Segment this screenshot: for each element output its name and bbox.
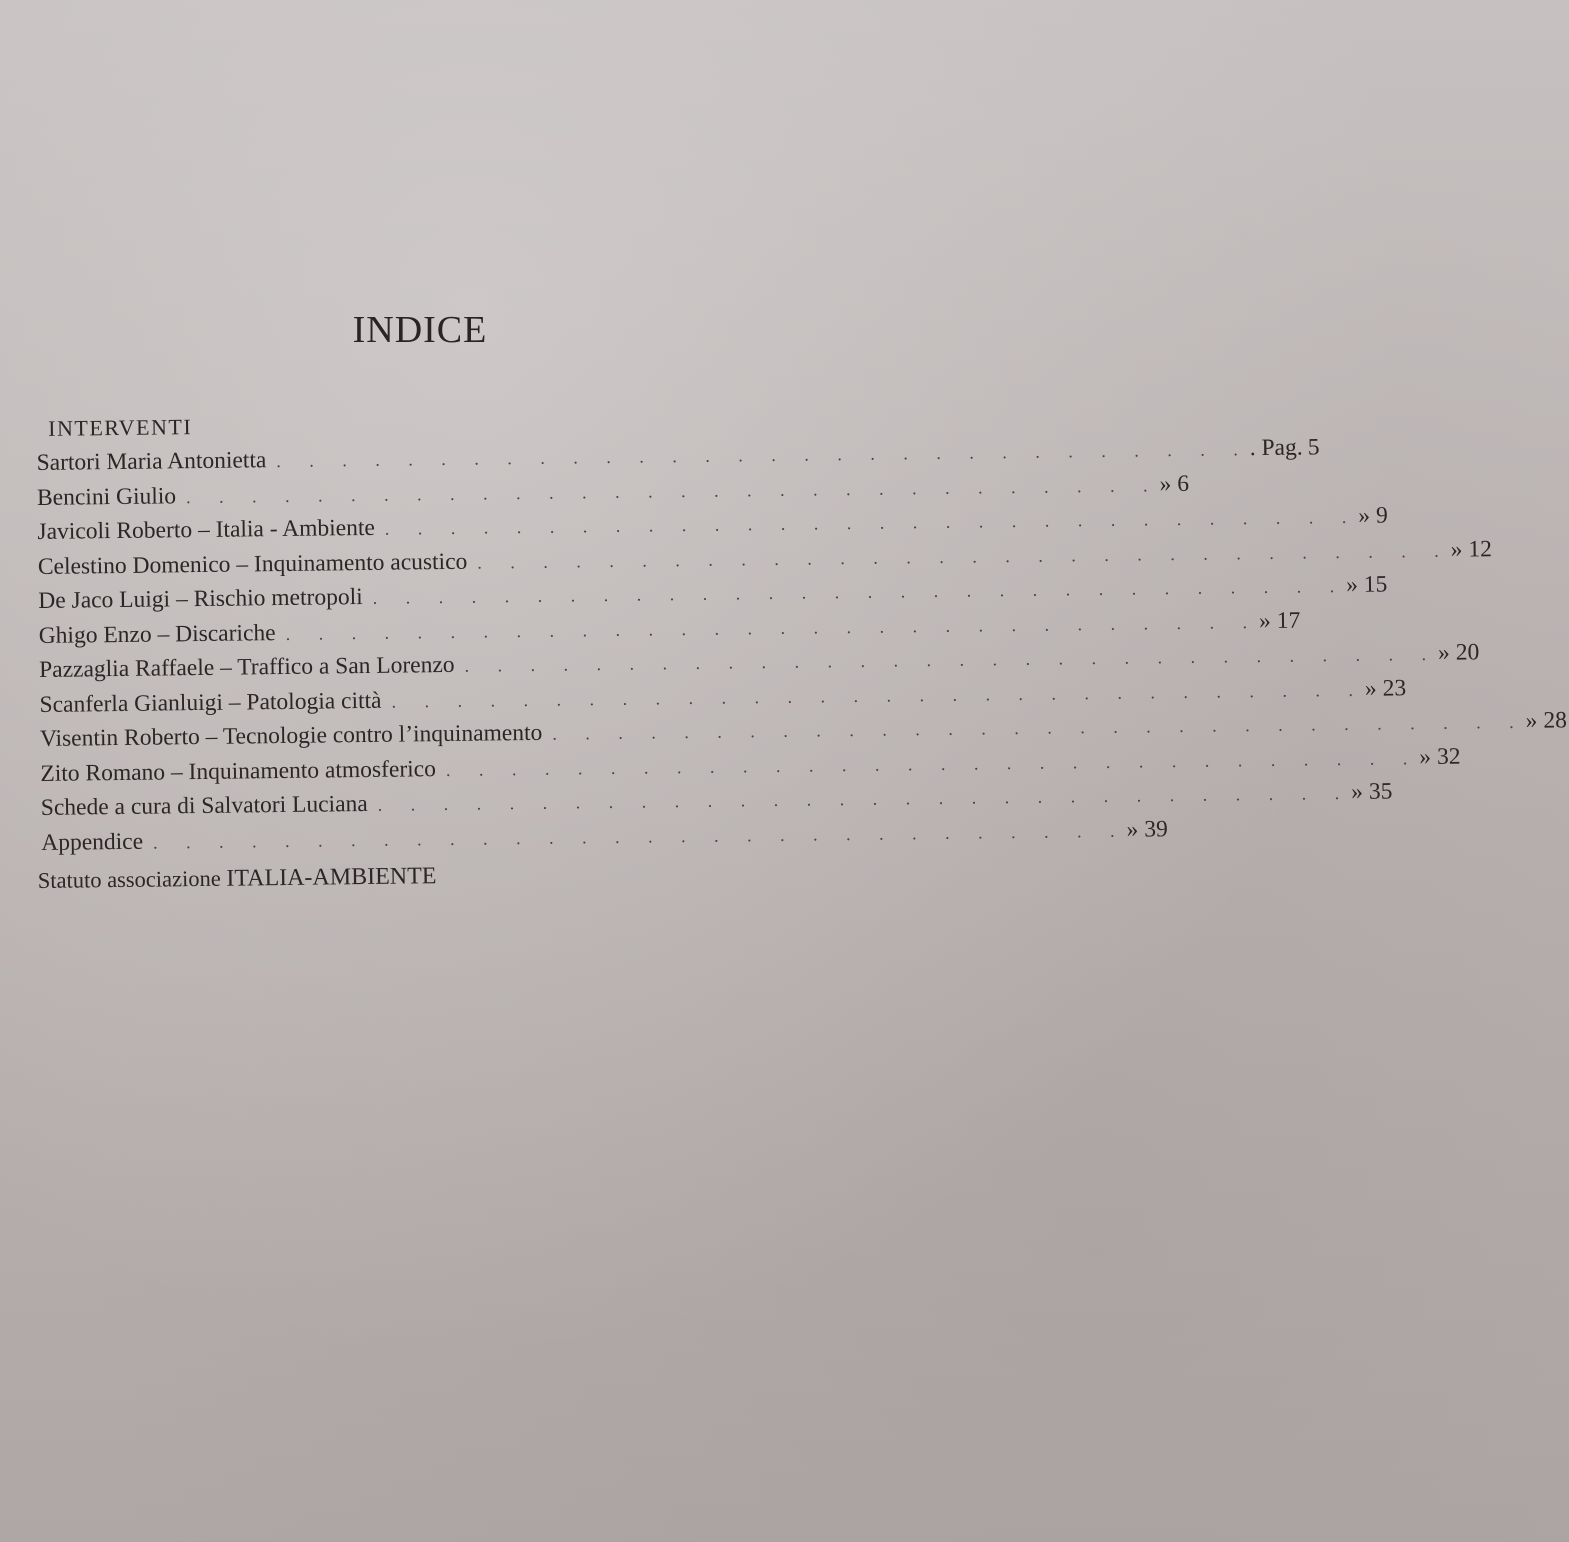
page-marker: »	[1126, 816, 1139, 843]
page-number: 17	[1276, 607, 1301, 634]
entry-title: Pazzaglia Raffaele – Traffico a San Lorenzo	[38, 651, 455, 683]
page-number: 28	[1543, 707, 1568, 734]
statute-line	[38, 859, 812, 895]
page-number: 12	[1468, 535, 1493, 563]
page-number: 5	[1307, 434, 1320, 461]
entry-title: Ghigo Enzo – Discariche	[38, 619, 276, 649]
entry-title: Visentin Roberto – Tecnologie contro l’inquinamento	[39, 719, 543, 752]
page-marker: »	[1345, 571, 1359, 599]
entry-title: Sartori Maria Antonietta	[36, 447, 267, 476]
entry-title: Javicoli Roberto – Italia - Ambiente	[37, 514, 376, 545]
dot-leader: . . . . . . . . . . . . . . . . . . . . . . . . . . . . . .	[372, 576, 1347, 608]
dot-leader: . . . . . . . . . . . . . . . . . . . . . . . . . . . . . .	[391, 679, 1366, 712]
entry-title: Appendice	[41, 828, 144, 856]
dot-leader: . . . . . . . . . . . . . . . . . . . . . . . . . . . . . .	[285, 611, 1260, 644]
page-number: 20	[1455, 639, 1480, 666]
association-name: ITALIA-AMBIENTE	[226, 863, 437, 892]
page-title: INDICE	[352, 309, 488, 351]
dot-leader: . . . . . . . . . . . . . . . . . . . . . . . . . . . . . .	[464, 643, 1439, 676]
statute-prefix: Statuto associazione	[37, 865, 221, 894]
page-marker: »	[1419, 743, 1432, 770]
dot-leader: . . . . . . . . . . . . . . . . . . . . . . . . . . . . . .	[445, 747, 1420, 780]
page-marker: »	[1159, 470, 1172, 497]
entry-title: Schede a cura di Salvatori Luciana	[40, 790, 368, 821]
dot-leader: . . . . . . . . . . . . . . . . . . . . . . . . . . . . . .	[276, 439, 1250, 472]
page-number: 35	[1368, 778, 1393, 805]
page-marker: »	[1350, 778, 1364, 805]
entry-title: Scanferla Gianluigi – Patologia città	[39, 687, 382, 718]
table-of-contents	[36, 403, 1568, 895]
page-marker: . Pag.	[1249, 434, 1303, 462]
entry-title: Celestino Domenico – Inquinamento acustico	[37, 548, 468, 580]
section-heading: INTERVENTI	[48, 414, 193, 441]
page-number: 39	[1144, 815, 1168, 842]
page-marker: »	[1437, 639, 1450, 666]
entry-title: Zito Romano – Inquinamento atmosferico	[40, 755, 437, 787]
dot-leader: . . . . . . . . . . . . . . . . . . . . . . . . . . . . . .	[185, 474, 1160, 507]
page-number: 32	[1436, 743, 1461, 770]
page-marker: »	[1450, 536, 1463, 563]
page-number: 9	[1375, 502, 1388, 529]
page-number: 15	[1363, 571, 1388, 598]
entry-title: Bencini Giulio	[36, 482, 177, 511]
page-marker: »	[1364, 675, 1377, 702]
page-marker: »	[1358, 502, 1371, 529]
dot-leader: . . . . . . . . . . . . . . . . . . . . . . . . . . . . . .	[384, 506, 1359, 539]
entry-title: De Jaco Luigi – Rischio metropoli	[38, 584, 363, 614]
page-number: 6	[1177, 470, 1190, 497]
page-marker: »	[1258, 607, 1271, 634]
dot-leader: . . . . . . . . . . . . . . . . . . . . . . . . . . . . . .	[377, 782, 1352, 815]
dot-leader: . . . . . . . . . . . . . . . . . . . . . . . . . . . . . .	[477, 540, 1451, 573]
dot-leader: . . . . . . . . . . . . . . . . . . . . . . . . . . . . . .	[152, 820, 1127, 853]
dot-leader: . . . . . . . . . . . . . . . . . . . . . . . . . . . . . .	[552, 711, 1526, 744]
page-marker: »	[1525, 707, 1538, 734]
page-number: 23	[1382, 674, 1407, 702]
